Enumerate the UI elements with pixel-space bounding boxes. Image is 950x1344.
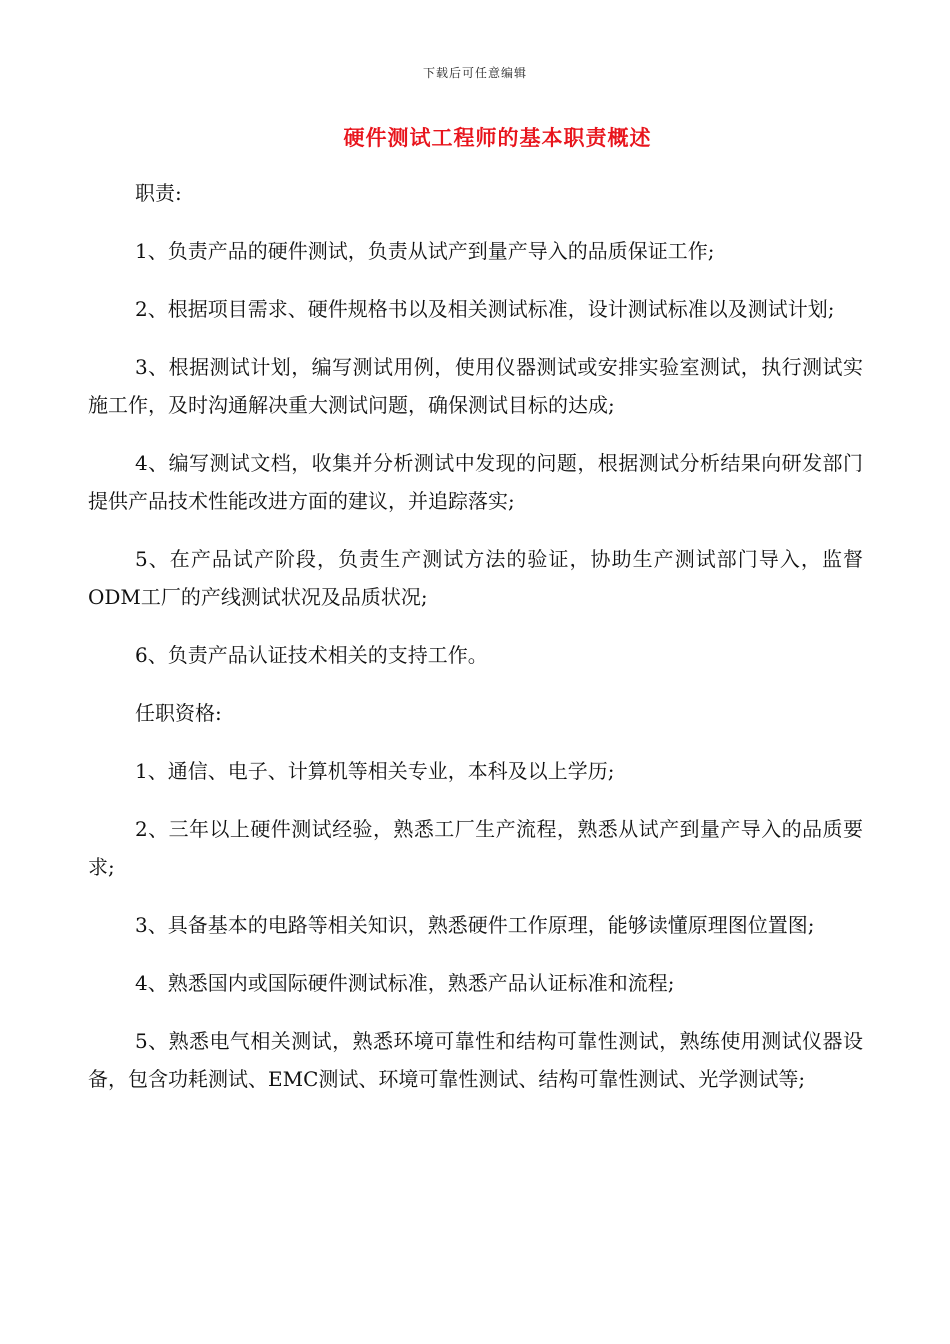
- qualification-item: 5、熟悉电气相关测试，熟悉环境可靠性和结构可靠性测试，熟练使用测试仪器设备，包含功耗测试、EMC测试、环境可靠性测试、结构可靠性测试、光学测试等;: [88, 1029, 863, 1091]
- qualifications-heading: 任职资格:: [135, 701, 222, 725]
- duty-item: 5、在产品试产阶段，负责生产测试方法的验证，协助生产测试部门导入，监督ODM工厂的产线测试状况及品质状况;: [88, 547, 863, 609]
- duty-item: 3、根据测试计划，编写测试用例，使用仪器测试或安排实验室测试，执行测试实施工作，及时沟通解决重大测试问题，确保测试目标的达成;: [88, 355, 863, 417]
- qualification-item: 2、三年以上硬件测试经验，熟悉工厂生产流程，熟悉从试产到量产导入的品质要求;: [88, 817, 863, 879]
- duty-item: 1、负责产品的硬件测试，负责从试产到量产导入的品质保证工作;: [135, 239, 715, 263]
- duty-item: 2、根据项目需求、硬件规格书以及相关测试标准，设计测试标准以及测试计划;: [135, 297, 835, 321]
- duties-heading: 职责:: [135, 181, 182, 205]
- qualification-item: 3、具备基本的电路等相关知识，熟悉硬件工作原理，能够读懂原理图位置图;: [135, 913, 815, 937]
- header-note: 下载后可任意编辑: [422, 66, 527, 80]
- qualification-item: 4、熟悉国内或国际硬件测试标准，熟悉产品认证标准和流程;: [135, 971, 675, 995]
- document-body: [88, 174, 863, 1118]
- qualification-item: 1、通信、电子、计算机等相关专业，本科及以上学历;: [135, 759, 615, 783]
- duty-item: 6、负责产品认证技术相关的支持工作。: [135, 643, 488, 667]
- document-title: 硬件测试工程师的基本职责概述: [343, 125, 652, 150]
- duty-item: 4、编写测试文档，收集并分析测试中发现的问题，根据测试分析结果向研发部门提供产品技术性能改进方面的建议，并追踪落实;: [88, 451, 863, 513]
